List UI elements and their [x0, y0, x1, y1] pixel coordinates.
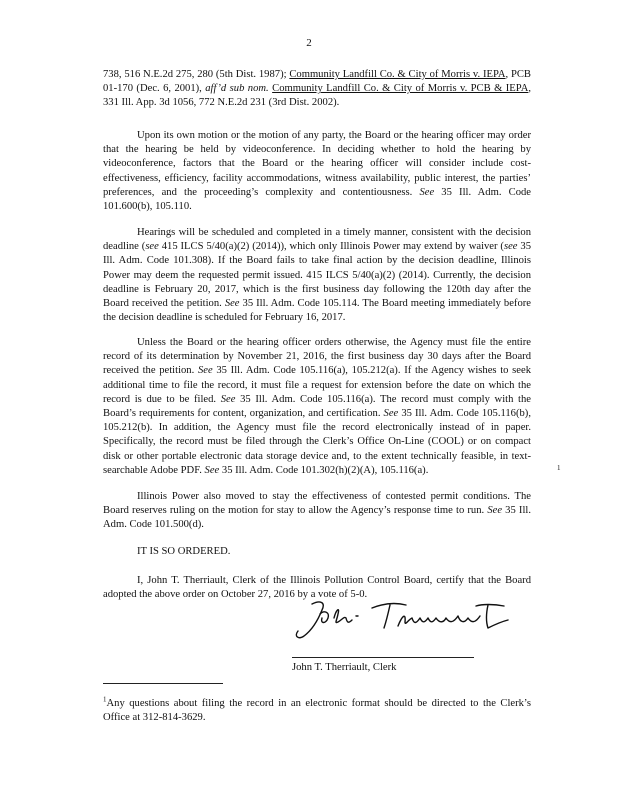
paragraph-text: 35 Ill. Adm. Code 101.600(b), 105.110. [103, 186, 531, 213]
case-link-community-landfill-iepa: Community Landfill Co. & City of Morris v. IEPA [289, 69, 506, 80]
case-link-community-landfill-pcb: Community Landfill Co. & City of Morris v. PCB & IEPA [272, 83, 529, 95]
paragraph-videoconference [103, 129, 531, 214]
footnote-mark: 1 [103, 695, 107, 704]
citation-text: , PCB 01-170 (Dec. 6, 2001), [103, 69, 531, 95]
paragraph-text: 35 Ill. Adm. Code 101.302(h)(2)(A), 105.116(a). [219, 464, 429, 476]
handwritten-signature [290, 596, 530, 648]
citation-paragraph [103, 68, 531, 111]
paragraph-record [103, 336, 531, 478]
clerk-name: John T. Therriault, Clerk [292, 662, 397, 673]
footnote-text: Any questions about filing the record in an electronic format should be directed to the Clerk’s Office at 312-814-3629. [103, 698, 531, 724]
paragraph-text: Unless the Board or the hearing officer orders otherwise, the Agency must file the entire record of its determination by November 21, 2016, the first business day 30 days after the Board received the petition. [103, 337, 531, 377]
citation-text: , 331 Ill. App. 3d 1056, 772 N.E.2d 231 (3rd Dist. 2002). [103, 83, 532, 109]
paragraph-schedule [103, 226, 531, 325]
see-signal: see [503, 241, 518, 253]
see-signal: See [419, 186, 435, 198]
see-signal: See [204, 464, 220, 476]
paragraph-text: Hearings will be scheduled and completed in a timely manner, consistent with the decision deadline ( [103, 227, 531, 253]
paragraph-text: 35 Ill. Adm. Code 101.308). If the Board fails to take final action by the decision deadline, Illinois Power may deem the requested permit issued. 415 ILCS 5/40(a)(2) (2014). Currently, the decision deadline is February 20, 2017, which is the first business day following the 120th day after the Board received the petition. [103, 241, 531, 310]
paragraph-text: Illinois Power also moved to stay the effectiveness of contested permit conditions. The Board reserves ruling on the motion for stay to allow the Agency’s response time to run. [103, 491, 531, 517]
see-signal: See [383, 408, 399, 420]
footnote-reference: 1 [557, 464, 561, 472]
paragraph-text: 35 Ill. Adm. Code 105.116(b), 105.212(b). In addition, the Agency must file the record electronically instead of in paper. Specifically, the record must be filed through the Clerk’s Office On-Line (COOL) or on compact disk or other portable electronic data storage device and, to the extent technically feasible, in text-searchable Adobe PDF. [103, 408, 531, 476]
citation-text: 738, 516 N.E.2d 275, 280 (5th Dist. 1987); [103, 69, 290, 80]
so-ordered: IT IS SO ORDERED. [137, 546, 231, 557]
paragraph-text: Upon its own motion or the motion of any party, the Board or the hearing officer may order that the hearing be held by videoconference. In deciding whether to hold the hearing by videoconference, factors that the Board or the hearing officer will consider include cost-effectiveness, efficiency, facility accommodations, witness availability, public interest, the parties’ preferences, and the proceeding’s complexity and contentiousness. [103, 130, 531, 198]
paragraph-stay [103, 490, 531, 533]
see-signal: See [197, 365, 213, 377]
paragraph-text: 35 Ill. Adm. Code 105.114. The Board meeting immediately before the decision deadline is scheduled for February 16, 2017. [103, 298, 531, 324]
clerk-certification: I, John T. Therriault, Clerk of the Illinois Pollution Control Board, certify that the Board adopted the above order on October 27, 2016 by a vote of 5-0. [103, 575, 531, 601]
footnote [103, 697, 531, 725]
footnote-divider [103, 683, 223, 684]
see-signal: See [224, 298, 240, 310]
paragraph-text: 35 Ill. Adm. Code 101.500(d). [103, 505, 531, 531]
affd-note: aff’d sub nom. [205, 83, 269, 95]
paragraph-text: 35 Ill. Adm. Code 105.116(a). The record must comply with the Board’s requirements for content, organization, and certification. [103, 393, 531, 420]
see-signal: see [145, 241, 159, 253]
see-signal: See [220, 393, 236, 405]
see-signal: See [487, 505, 503, 517]
signature-line [292, 657, 474, 658]
page-number: 2 [306, 37, 312, 49]
paragraph-text: 415 ILCS 5/40(a)(2) (2014)), which only Illinois Power may extend by waiver ( [158, 241, 504, 253]
paragraph-text: 35 Ill. Adm. Code 105.116(a), 105.212(a). If the Agency wishes to seek additional time to file the record, it must file a request for extension before the date on which the record is due to be filed. [103, 365, 531, 405]
